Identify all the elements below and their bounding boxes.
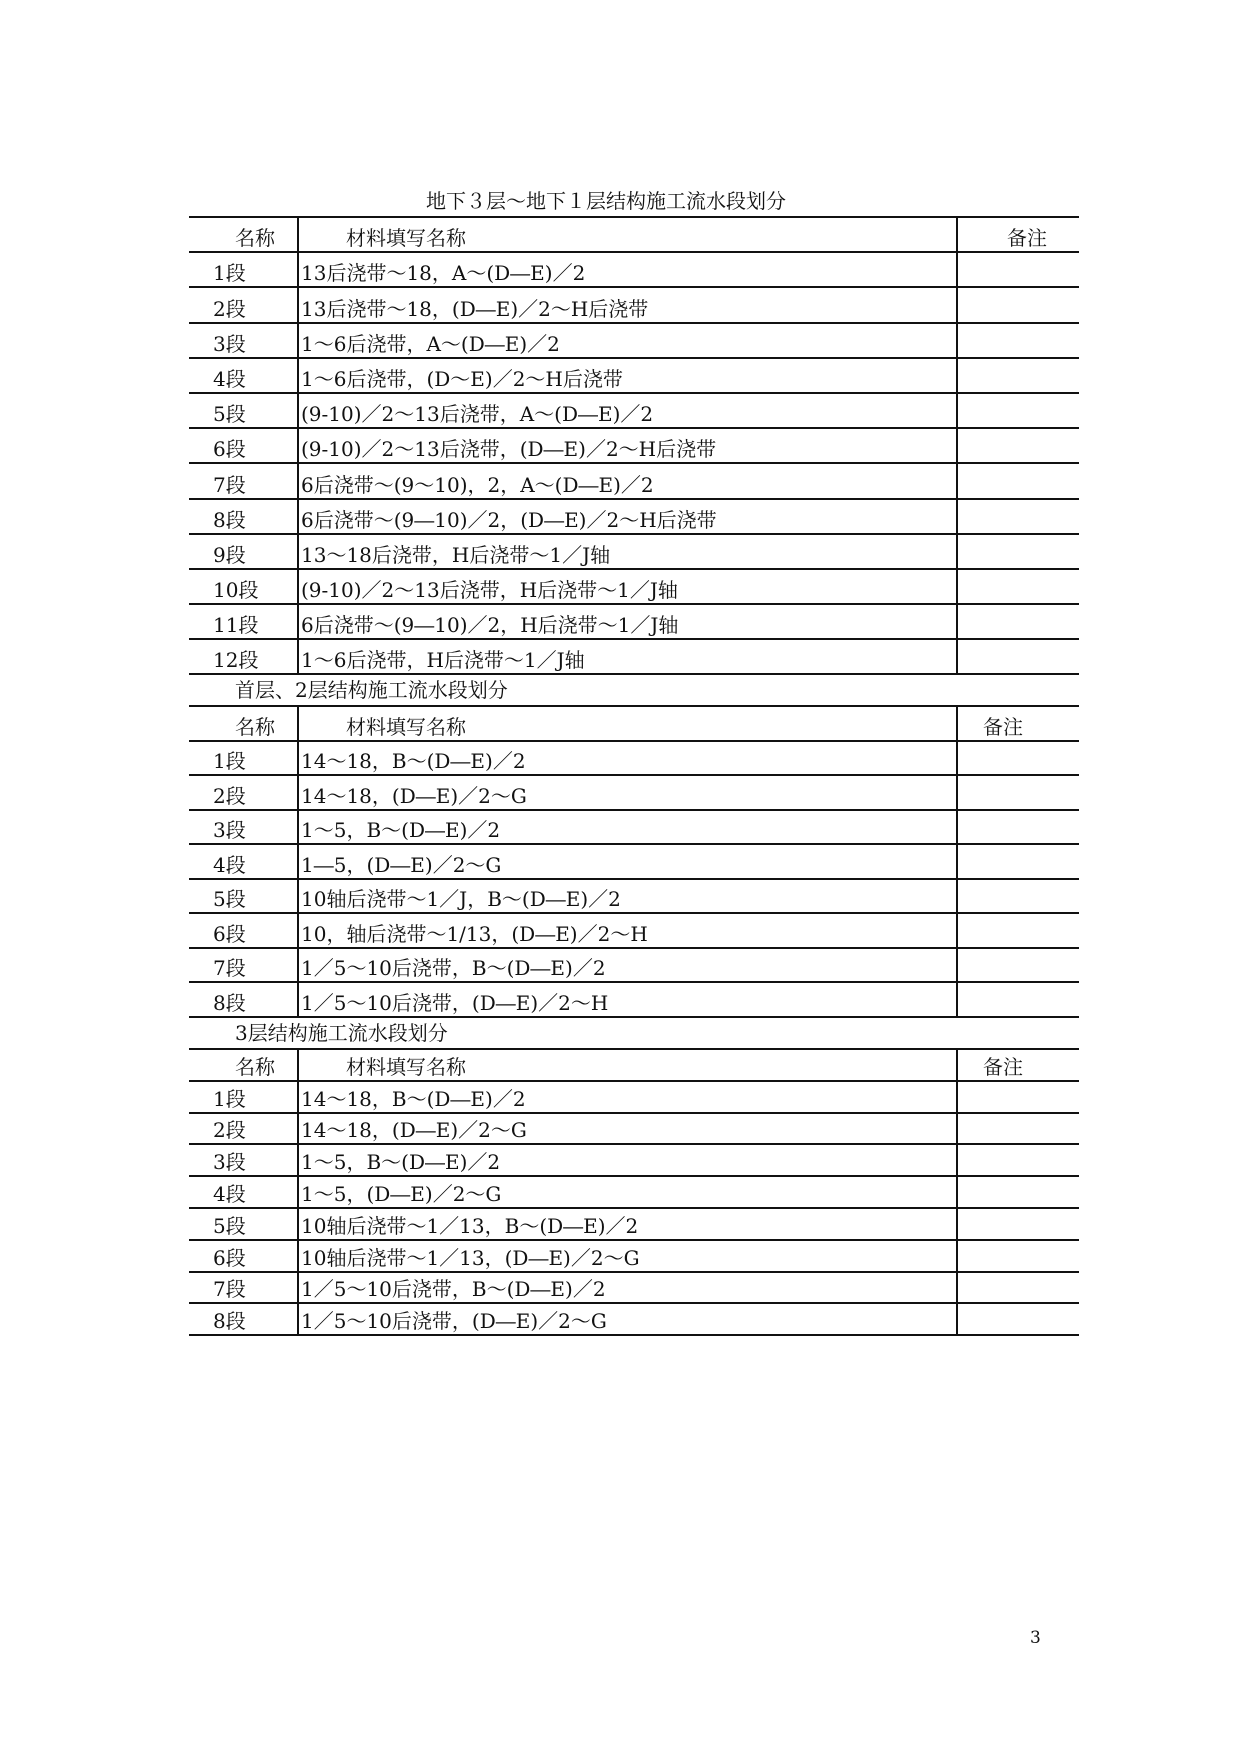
table-row (189, 569, 1079, 604)
segment-material: (9-10)／2～13后浇带，(D―E)／2～H后浇带 (298, 428, 957, 463)
table-row (189, 775, 1079, 810)
segment-note (957, 463, 1079, 498)
segment-material: 1／5～10后浇带，(D―E)／2～G (298, 1303, 957, 1335)
segment-note (957, 948, 1079, 983)
header-name: 名称 (189, 706, 298, 741)
segment-name: 1段 (189, 252, 298, 287)
segment-note (957, 810, 1079, 845)
segment-note (957, 1081, 1079, 1113)
segment-note (957, 428, 1079, 463)
segment-material: 13后浇带～18，(D―E)／2～H后浇带 (298, 287, 957, 322)
segment-table-f3 (189, 1048, 1079, 1336)
table-row (189, 1081, 1079, 1113)
segment-name: 7段 (189, 948, 298, 983)
segment-name: 7段 (189, 463, 298, 498)
segment-material: 1／5～10后浇带，B～(D―E)／2 (298, 948, 957, 983)
segment-name: 5段 (189, 393, 298, 428)
segment-name: 4段 (189, 358, 298, 393)
segment-note (957, 844, 1079, 879)
segment-note (957, 1303, 1079, 1335)
segment-name: 3段 (189, 1144, 298, 1176)
table-row (189, 639, 1079, 674)
segment-table-b3-b1 (189, 216, 1079, 675)
segment-name: 7段 (189, 1272, 298, 1304)
header-note: 备注 (983, 714, 1023, 739)
segment-name: 1段 (189, 741, 298, 776)
segment-note (957, 879, 1079, 914)
segment-material: 6后浇带～(9―10)／2，(D―E)／2～H后浇带 (298, 499, 957, 534)
segment-name: 4段 (189, 844, 298, 879)
table-row (189, 810, 1079, 845)
table-row (189, 393, 1079, 428)
table-row (189, 844, 1079, 879)
segment-name: 6段 (189, 428, 298, 463)
table-row (189, 463, 1079, 498)
segment-material: 6后浇带～(9―10)／2，H后浇带～1／J轴 (298, 604, 957, 639)
segment-name: 3段 (189, 323, 298, 358)
table-row (189, 1240, 1079, 1272)
segment-material: 1―5，(D―E)／2～G (298, 844, 957, 879)
segment-note (957, 982, 1079, 1017)
table-row (189, 1272, 1079, 1304)
table-body (189, 741, 1079, 1017)
segment-note (957, 639, 1079, 674)
segment-material: 14～18，(D―E)／2～G (298, 1113, 957, 1145)
header-material: 材料填写名称 (298, 706, 957, 741)
table-row (189, 604, 1079, 639)
segment-name: 2段 (189, 775, 298, 810)
segment-name: 6段 (189, 1240, 298, 1272)
segment-note (957, 1176, 1079, 1208)
table-title-f1-f2: 首层、2层结构施工流水段划分 (235, 678, 508, 703)
segment-name: 8段 (189, 499, 298, 534)
segment-material: 1～6后浇带，H后浇带～1／J轴 (298, 639, 957, 674)
header-material: 材料填写名称 (298, 1049, 957, 1081)
segment-material: 1～6后浇带，A～(D―E)／2 (298, 323, 957, 358)
segment-name: 6段 (189, 913, 298, 948)
segment-note (957, 1144, 1079, 1176)
header-material: 材料填写名称 (298, 217, 957, 252)
document-body (189, 186, 1079, 1336)
table-header-row (189, 706, 1079, 741)
segment-note (957, 1240, 1079, 1272)
segment-material: 10轴后浇带～1／13，(D―E)／2～G (298, 1240, 957, 1272)
segment-name: 2段 (189, 1113, 298, 1145)
segment-note (957, 1208, 1079, 1240)
segment-name: 11段 (189, 604, 298, 639)
table-row (189, 252, 1079, 287)
table-row (189, 1176, 1079, 1208)
segment-name: 10段 (189, 569, 298, 604)
segment-note (957, 393, 1079, 428)
segment-material: 14～18，B～(D―E)／2 (298, 1081, 957, 1113)
table-row (189, 913, 1079, 948)
segment-note (957, 323, 1079, 358)
table-title-f3: 3层结构施工流水段划分 (235, 1020, 448, 1045)
segment-name: 3段 (189, 810, 298, 845)
segment-material: 13后浇带～18，A～(D―E)／2 (298, 252, 957, 287)
table-row (189, 948, 1079, 983)
table-row (189, 1113, 1079, 1145)
segment-material: 14～18，(D―E)／2～G (298, 775, 957, 810)
segment-note (957, 534, 1079, 569)
table-body (189, 252, 1079, 674)
segment-note (957, 252, 1079, 287)
segment-note (957, 1272, 1079, 1304)
segment-note (957, 287, 1079, 322)
table-title-b3-b1: 地下３层～地下１层结构施工流水段划分 (426, 189, 786, 213)
segment-table-f1-f2 (189, 705, 1079, 1018)
segment-material: 13～18后浇带，H后浇带～1／J轴 (298, 534, 957, 569)
segment-note (957, 913, 1079, 948)
table-header-row (189, 1049, 1079, 1081)
segment-material: 10，轴后浇带～1/13，(D―E)／2～H (298, 913, 957, 948)
table-row (189, 358, 1079, 393)
segment-name: 5段 (189, 879, 298, 914)
segment-note (957, 499, 1079, 534)
table-row (189, 323, 1079, 358)
table-row (189, 287, 1079, 322)
segment-note (957, 775, 1079, 810)
table-row (189, 982, 1079, 1017)
segment-note (957, 569, 1079, 604)
segment-name: 8段 (189, 982, 298, 1017)
segment-name: 2段 (189, 287, 298, 322)
page-number: 3 (1030, 1628, 1041, 1648)
segment-material: 1～6后浇带，(D～E)／2～H后浇带 (298, 358, 957, 393)
table-row (189, 879, 1079, 914)
segment-material: 1～5，B～(D―E)／2 (298, 1144, 957, 1176)
header-note: 备注 (983, 1054, 1023, 1079)
segment-note (957, 1113, 1079, 1145)
table-body (189, 1081, 1079, 1335)
table-header-row (189, 217, 1079, 252)
header-note: 备注 (1007, 226, 1047, 251)
segment-note (957, 604, 1079, 639)
header-name: 名称 (189, 1049, 298, 1081)
segment-name: 9段 (189, 534, 298, 569)
segment-material: 1／5～10后浇带，(D―E)／2～H (298, 982, 957, 1017)
segment-material: 10轴后浇带～1／13，B～(D―E)／2 (298, 1208, 957, 1240)
table-row (189, 428, 1079, 463)
table-row (189, 1208, 1079, 1240)
segment-note (957, 741, 1079, 776)
segment-name: 4段 (189, 1176, 298, 1208)
segment-material: 1～5，(D―E)／2～G (298, 1176, 957, 1208)
segment-name: 1段 (189, 1081, 298, 1113)
segment-material: (9-10)／2～13后浇带，A～(D―E)／2 (298, 393, 957, 428)
table-row (189, 741, 1079, 776)
segment-material: 14～18，B～(D―E)／2 (298, 741, 957, 776)
table-row (189, 499, 1079, 534)
segment-material: 1～5，B～(D―E)／2 (298, 810, 957, 845)
table-row (189, 1303, 1079, 1335)
segment-material: 10轴后浇带～1／J，B～(D―E)／2 (298, 879, 957, 914)
segment-name: 5段 (189, 1208, 298, 1240)
segment-name: 12段 (189, 639, 298, 674)
table-row (189, 534, 1079, 569)
segment-material: 1／5～10后浇带，B～(D―E)／2 (298, 1272, 957, 1304)
segment-material: 6后浇带～(9～10)，2，A～(D―E)／2 (298, 463, 957, 498)
table-row (189, 1144, 1079, 1176)
segment-material: (9-10)／2～13后浇带，H后浇带～1／J轴 (298, 569, 957, 604)
segment-note (957, 358, 1079, 393)
header-name: 名称 (189, 217, 298, 252)
segment-name: 8段 (189, 1303, 298, 1335)
